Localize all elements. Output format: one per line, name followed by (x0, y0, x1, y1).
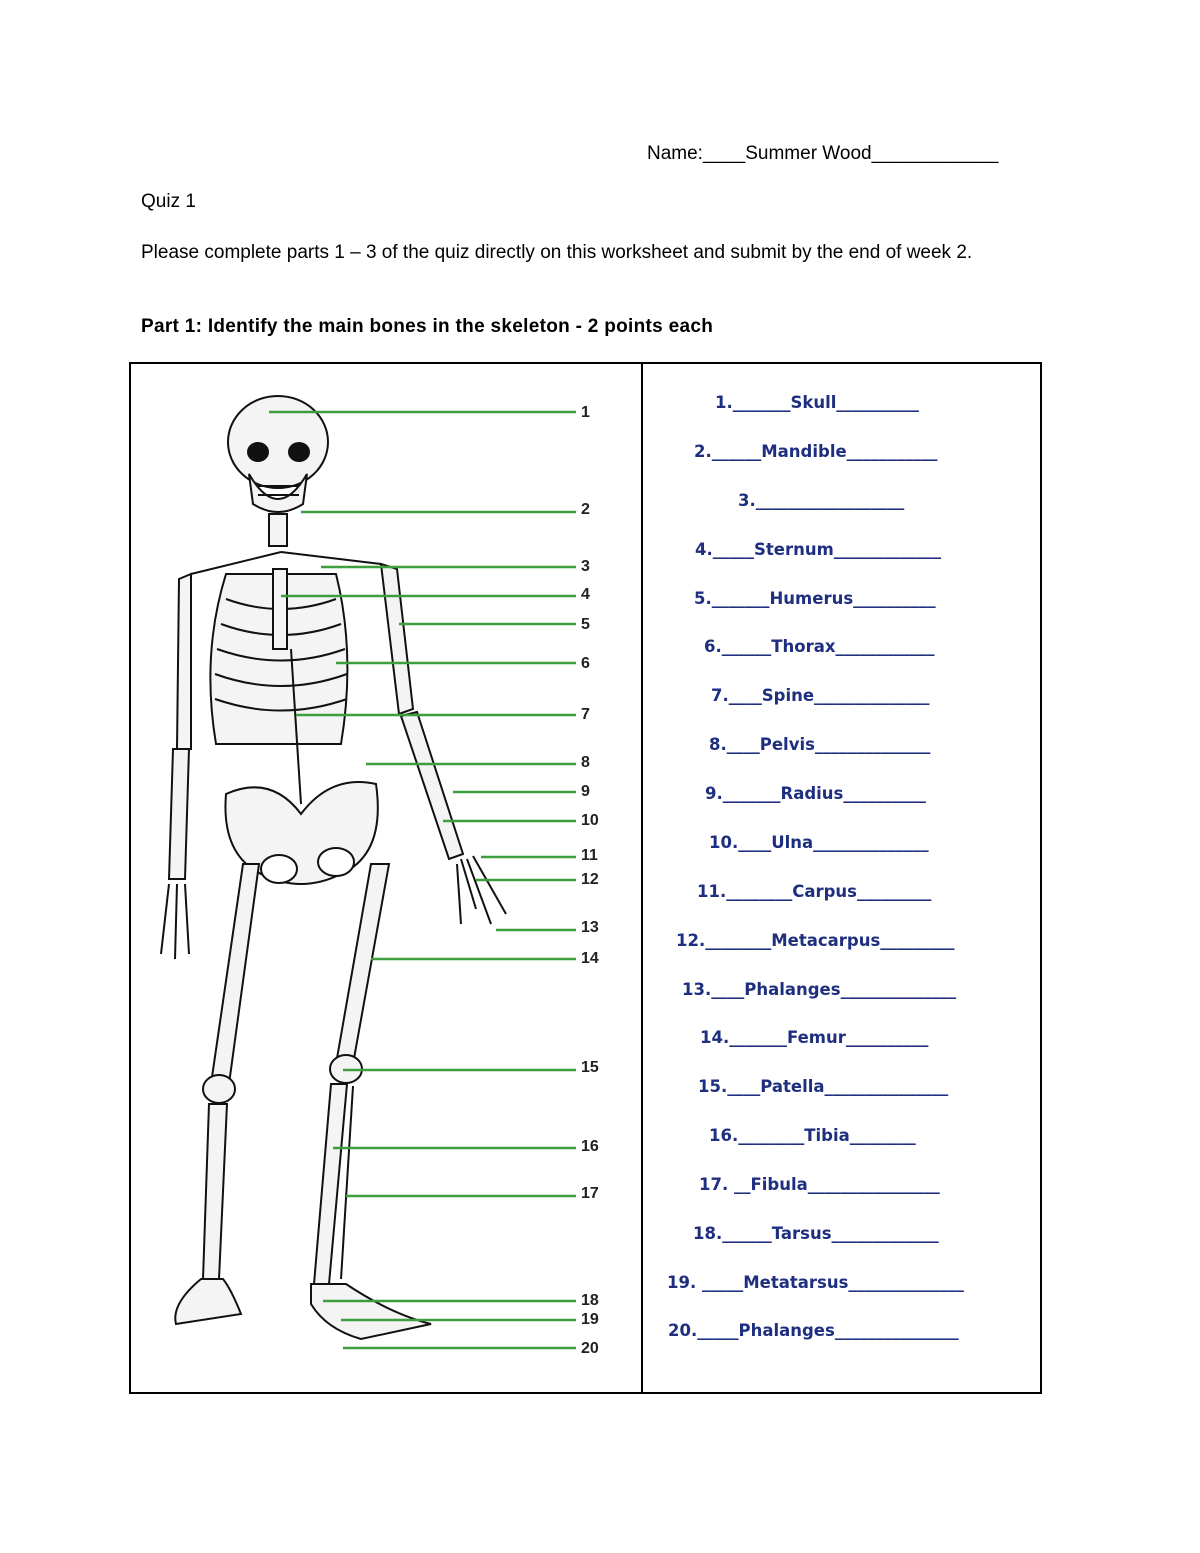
diagram-label-9: 9 (581, 783, 590, 800)
answer-8: 8.____Pelvis______________ (709, 735, 931, 754)
answer-3: 3.__________________ (738, 491, 905, 510)
diagram-label-8: 8 (581, 754, 590, 771)
part-1-heading: Part 1: Identify the main bones in the skeleton - 2 points each (141, 316, 714, 337)
quiz-table (129, 362, 1042, 1394)
diagram-label-7: 7 (581, 706, 590, 723)
diagram-label-15: 15 (581, 1059, 599, 1076)
answer-4: 4._____Sternum_____________ (695, 540, 942, 559)
answer-18: 18.______Tarsus_____________ (693, 1224, 939, 1243)
instructions: Please complete parts 1 – 3 of the quiz directly on this worksheet and submit by the end of week 2. (141, 242, 973, 263)
answer-1: 1._______Skull__________ (715, 393, 919, 412)
answer-16: 16.________Tibia________ (709, 1126, 916, 1145)
table-divider (641, 364, 643, 1392)
answer-10: 10.____Ulna______________ (709, 833, 929, 852)
diagram-label-2: 2 (581, 501, 590, 518)
answer-14: 14._______Femur__________ (700, 1028, 929, 1047)
diagram-label-6: 6 (581, 655, 590, 672)
answer-5: 5._______Humerus__________ (694, 589, 936, 608)
answer-17: 17. __Fibula________________ (699, 1175, 940, 1194)
diagram-label-18: 18 (581, 1292, 599, 1309)
answer-9: 9._______Radius__________ (705, 784, 926, 803)
diagram-label-3: 3 (581, 558, 590, 575)
diagram-label-10: 10 (581, 812, 599, 829)
diagram-label-13: 13 (581, 919, 599, 936)
skeleton-diagram (131, 364, 641, 1394)
diagram-label-5: 5 (581, 616, 590, 633)
diagram-label-20: 20 (581, 1340, 599, 1357)
diagram-label-4: 4 (581, 586, 590, 603)
answer-6: 6.______Thorax____________ (704, 637, 935, 656)
answer-19: 19. _____Metatarsus______________ (667, 1273, 964, 1292)
answer-13: 13.____Phalanges______________ (682, 980, 957, 999)
diagram-label-16: 16 (581, 1138, 599, 1155)
quiz-title: Quiz 1 (141, 191, 196, 212)
diagram-label-17: 17 (581, 1185, 599, 1202)
answer-20: 20._____Phalanges_______________ (668, 1321, 959, 1340)
answer-11: 11.________Carpus_________ (697, 882, 932, 901)
diagram-labels (581, 404, 599, 1357)
student-name-line: Name:____Summer Wood____________ (647, 143, 999, 164)
diagram-label-19: 19 (581, 1311, 599, 1328)
diagram-label-12: 12 (581, 871, 599, 888)
answer-15: 15.____Patella_______________ (698, 1077, 949, 1096)
answer-7: 7.____Spine______________ (711, 686, 930, 705)
skeleton-illustration (161, 396, 506, 1339)
answer-12: 12.________Metacarpus_________ (676, 931, 955, 950)
diagram-label-14: 14 (581, 950, 599, 967)
diagram-label-1: 1 (581, 404, 590, 421)
diagram-label-11: 11 (581, 847, 598, 864)
answer-2: 2.______Mandible___________ (694, 442, 938, 461)
